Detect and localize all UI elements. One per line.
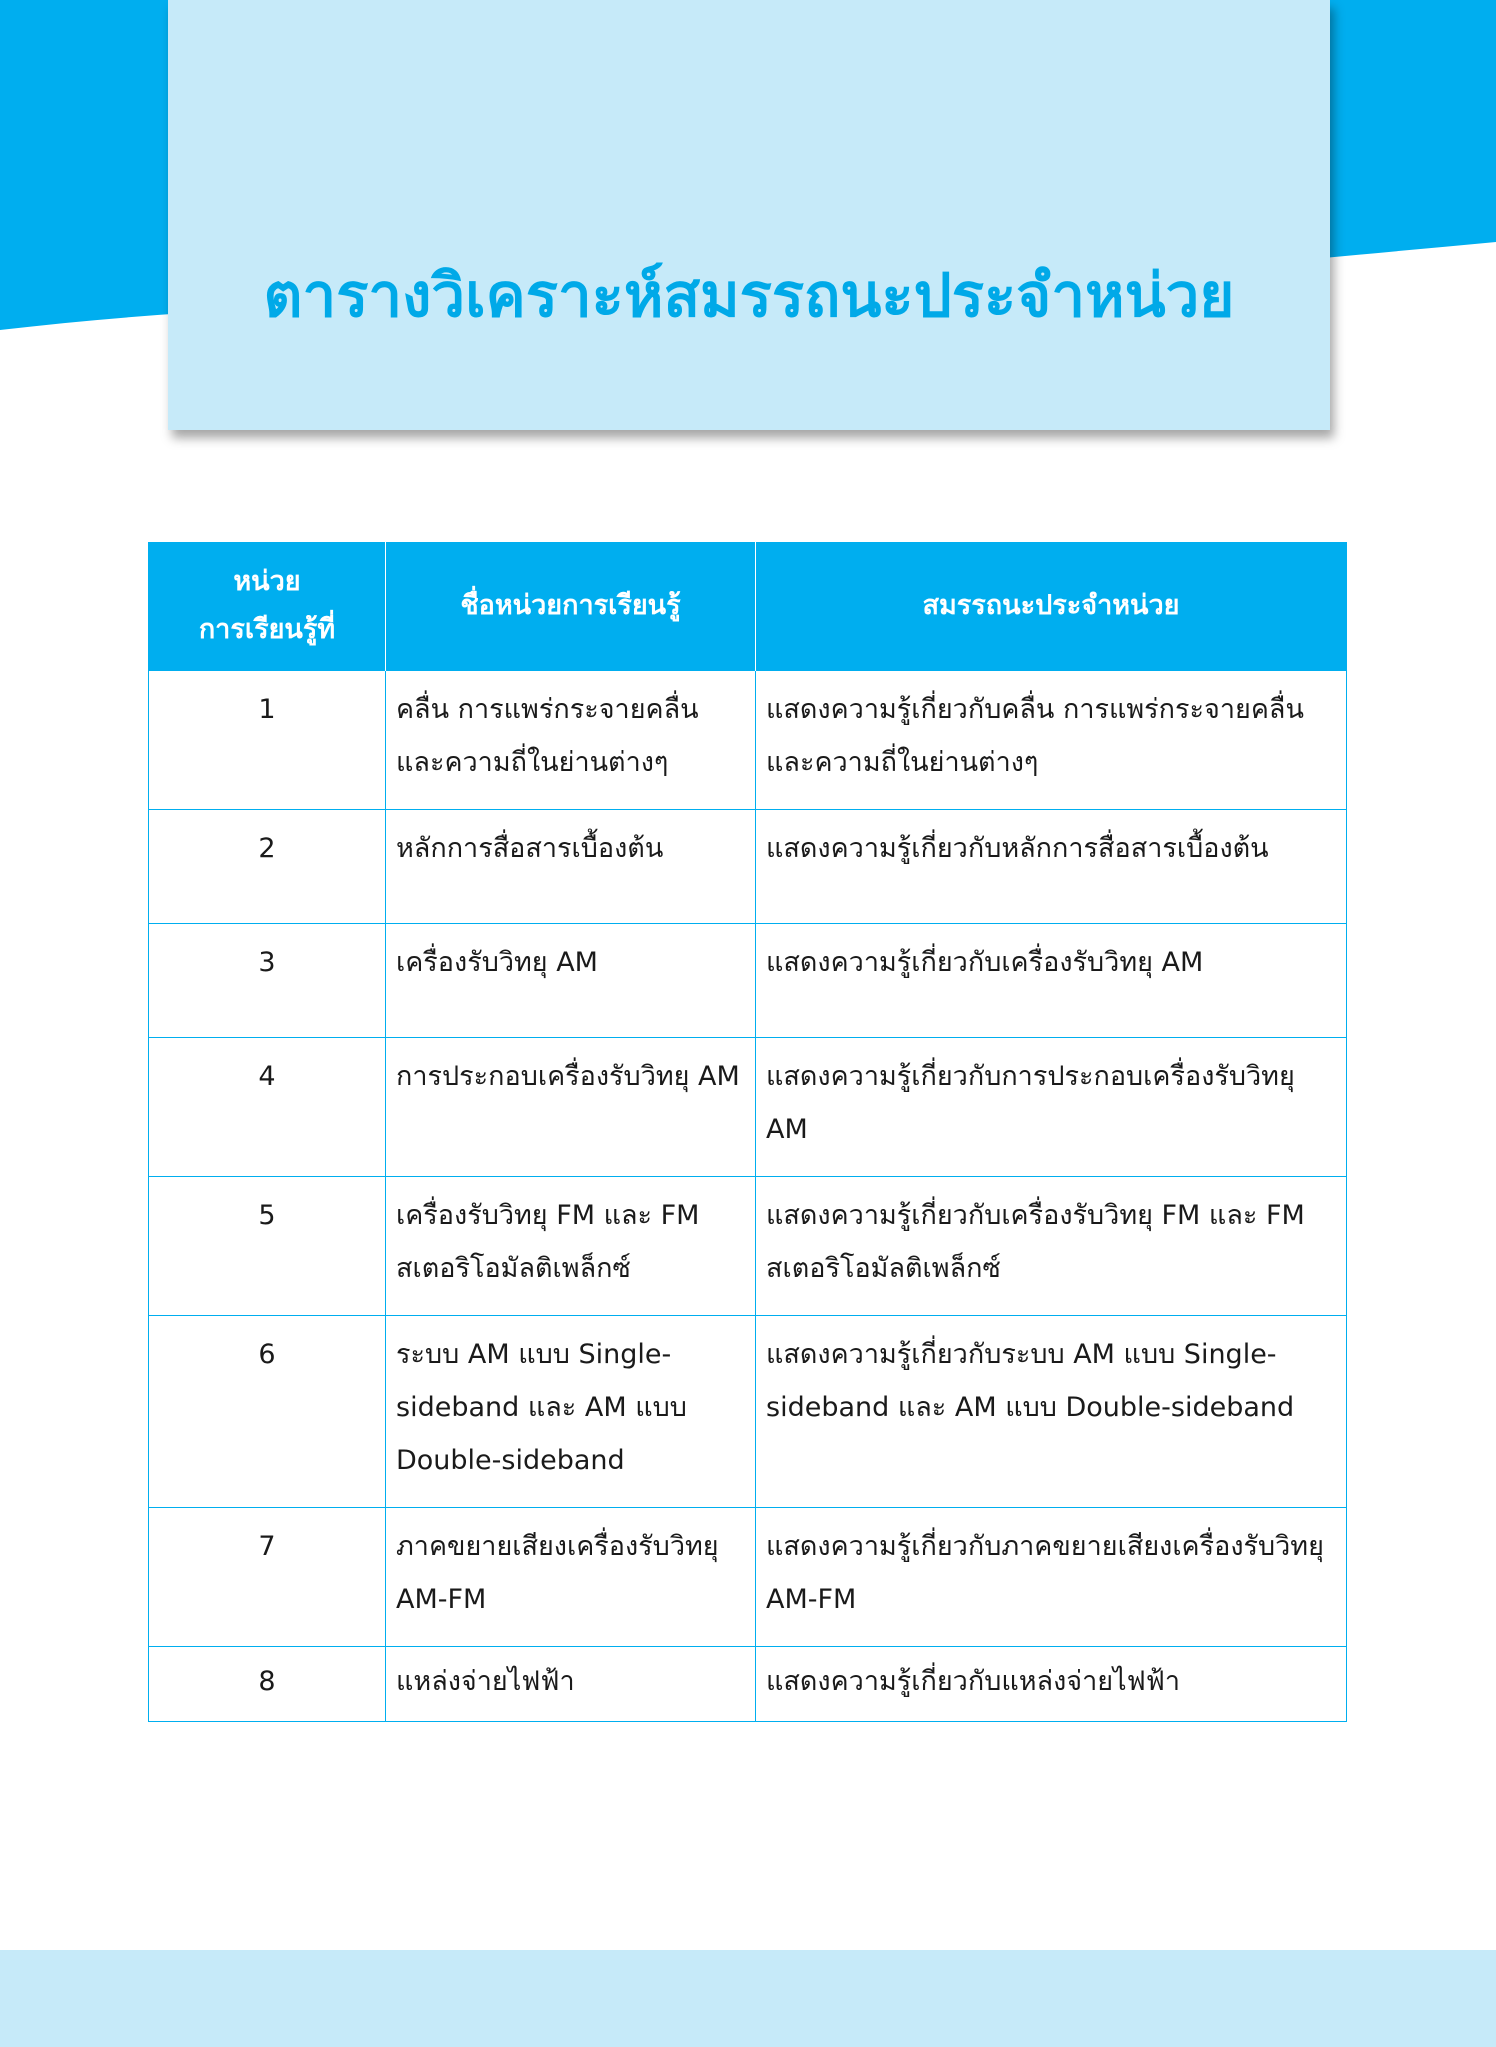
competency-cell: แสดงความรู้เกี่ยวกับการประกอบเครื่องรับวิทยุ AM — [756, 1038, 1347, 1177]
unit-number-cell: 4 — [149, 1038, 386, 1177]
competency-cell: แสดงความรู้เกี่ยวกับหลักการสื่อสารเบื้องต้น — [756, 810, 1347, 924]
table-row — [149, 671, 1347, 810]
unit-name-cell: การประกอบเครื่องรับวิทยุ AM — [386, 1038, 756, 1177]
table-header — [149, 542, 1347, 671]
unit-number-cell: 1 — [149, 671, 386, 810]
unit-name-cell: เครื่องรับวิทยุ FM และ FM สเตอริโอมัลติเพล็กซ์ — [386, 1177, 756, 1316]
header-unit-name: ชื่อหน่วยการเรียนรู้ — [386, 542, 756, 671]
competency-cell: แสดงความรู้เกี่ยวกับภาคขยายเสียงเครื่องรับวิทยุ AM-FM — [756, 1508, 1347, 1647]
unit-number-cell: 3 — [149, 924, 386, 1038]
competency-table — [148, 542, 1347, 1722]
table-body — [149, 671, 1347, 1722]
competency-table-container — [148, 542, 1346, 1722]
table-row — [149, 924, 1347, 1038]
competency-cell: แสดงความรู้เกี่ยวกับแหล่งจ่ายไฟฟ้า — [756, 1647, 1347, 1722]
unit-number-cell: 2 — [149, 810, 386, 924]
unit-number-cell: 8 — [149, 1647, 386, 1722]
unit-name-cell: คลื่น การแพร่กระจายคลื่นและความถี่ในย่านต่างๆ — [386, 671, 756, 810]
header-unit-line1: หน่วย — [233, 566, 301, 597]
header-competency: สมรรถนะประจำหน่วย — [756, 542, 1347, 671]
footer-band — [0, 1950, 1496, 2047]
table-row — [149, 1316, 1347, 1508]
unit-name-cell: ระบบ AM แบบ Single-sideband และ AM แบบ Double-sideband — [386, 1316, 756, 1508]
table-header-row — [149, 542, 1347, 671]
header-unit-number — [149, 542, 386, 671]
competency-cell: แสดงความรู้เกี่ยวกับคลื่น การแพร่กระจายคลื่นและความถี่ในย่านต่างๆ — [756, 671, 1347, 810]
unit-name-cell: ภาคขยายเสียงเครื่องรับวิทยุ AM-FM — [386, 1508, 756, 1647]
competency-cell: แสดงความรู้เกี่ยวกับระบบ AM แบบ Single-sideband และ AM แบบ Double-sideband — [756, 1316, 1347, 1508]
title-card — [168, 0, 1330, 430]
unit-name-cell: เครื่องรับวิทยุ AM — [386, 924, 756, 1038]
table-row — [149, 1647, 1347, 1722]
table-row — [149, 1038, 1347, 1177]
table-row — [149, 1508, 1347, 1647]
header-unit-line2: การเรียนรู้ที่ — [198, 614, 336, 645]
unit-name-cell: แหล่งจ่ายไฟฟ้า — [386, 1647, 756, 1722]
unit-name-cell: หลักการสื่อสารเบื้องต้น — [386, 810, 756, 924]
table-row — [149, 810, 1347, 924]
competency-cell: แสดงความรู้เกี่ยวกับเครื่องรับวิทยุ FM และ FM สเตอริโอมัลติเพล็กซ์ — [756, 1177, 1347, 1316]
unit-number-cell: 6 — [149, 1316, 386, 1508]
page-title: ตารางวิเคราะห์สมรรถนะประจำหน่วย — [263, 260, 1235, 331]
unit-number-cell: 7 — [149, 1508, 386, 1647]
competency-cell: แสดงความรู้เกี่ยวกับเครื่องรับวิทยุ AM — [756, 924, 1347, 1038]
table-row — [149, 1177, 1347, 1316]
unit-number-cell: 5 — [149, 1177, 386, 1316]
